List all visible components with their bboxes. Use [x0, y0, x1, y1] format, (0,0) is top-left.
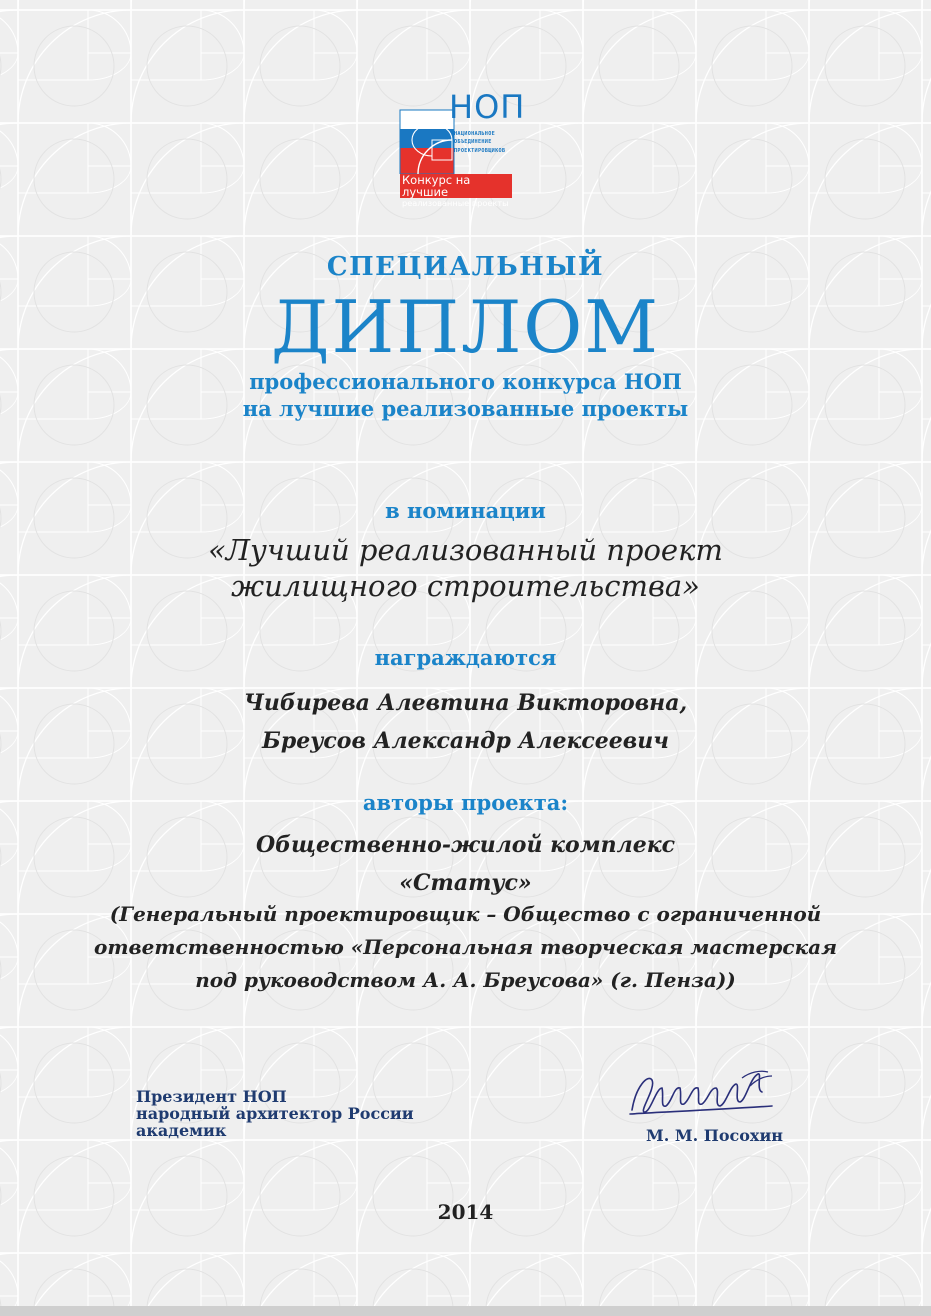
authors-label: авторы проекта:: [362, 790, 569, 815]
signatory-title: Президент НОП народный архитектор России академик: [136, 1087, 414, 1140]
diploma-year: 2014: [437, 1200, 494, 1224]
diploma-type: СПЕЦИАЛЬНЫЙ: [326, 252, 605, 282]
nomination-label: в номинации: [385, 498, 546, 523]
logo-contest-banner: Конкурс на лучшие реализованные проекты: [400, 174, 512, 198]
diploma-title: ДИПЛОМ: [271, 285, 660, 369]
awardee-names: Чибирева Алевтина Викторовна, Бреусов Александр Алексеевич: [243, 690, 688, 754]
contest-subtitle: профессионального конкурса НОП на лучшие реализованные проекты: [242, 369, 689, 421]
handwritten-signature: [622, 1066, 782, 1126]
scan-bottom-edge: [0, 1306, 931, 1316]
nomination-title: «Лучший реализованный проект жилищного строительства»: [208, 533, 723, 603]
logo-abbreviation: НОП: [449, 88, 526, 126]
project-description: (Генеральный проектировщик – Общество с ограниченной ответственностью «Персональная творческая мастерская под руководством А. А. Бреусова» (г. Пенза)): [94, 902, 837, 992]
signatory-name: М. М. Посохин: [646, 1126, 784, 1145]
project-name: Общественно-жилой комплекс «Статус»: [255, 832, 675, 896]
nop-logo: [396, 88, 526, 208]
awarded-label: награждаются: [374, 645, 557, 670]
logo-subtitle: НАЦИОНАЛЬНОЕ ОБЪЕДИНЕНИЕ ПРОЕКТИРОВЩИКОВ: [454, 131, 506, 154]
